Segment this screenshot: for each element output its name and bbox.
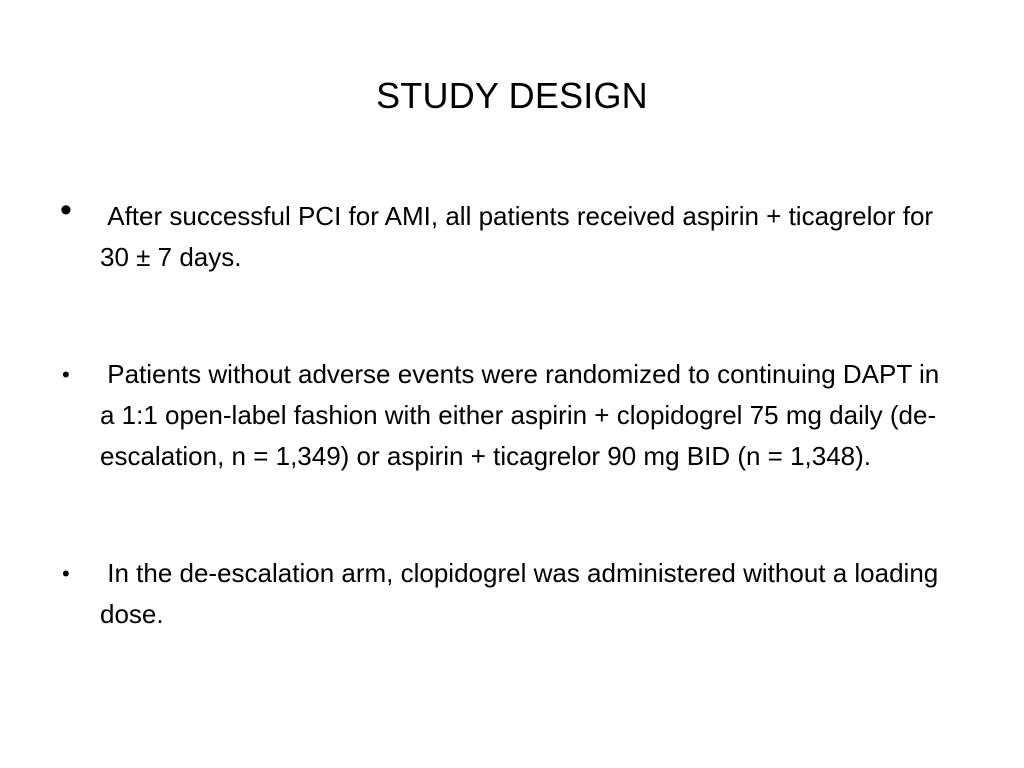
- bullet-dot-icon: •: [62, 561, 70, 586]
- bullet-item: [60, 553, 960, 635]
- bullet-text: After successful PCI for AMI, all patients received aspirin + ticagrelor for 30 ± 7 days.: [100, 201, 941, 272]
- bullet-item: [60, 354, 960, 477]
- bullet-text: In the de-escalation arm, clopidogrel was administered without a loading dose.: [100, 558, 946, 629]
- bullet-text: Patients without adverse events were randomized to continuing DAPT in a 1:1 open-label fashion with either aspirin + clopidogrel 75 mg daily (de-escalation, n = 1,349) or aspirin + ticagrelor 90 mg BID (n = 1,348).: [100, 359, 947, 471]
- bullet-list: [60, 191, 960, 635]
- bullet-dot-icon: •: [60, 191, 72, 229]
- bullet-dot-icon: •: [62, 362, 70, 387]
- bullet-item: [60, 191, 960, 278]
- slide-title: STUDY DESIGN: [376, 75, 648, 116]
